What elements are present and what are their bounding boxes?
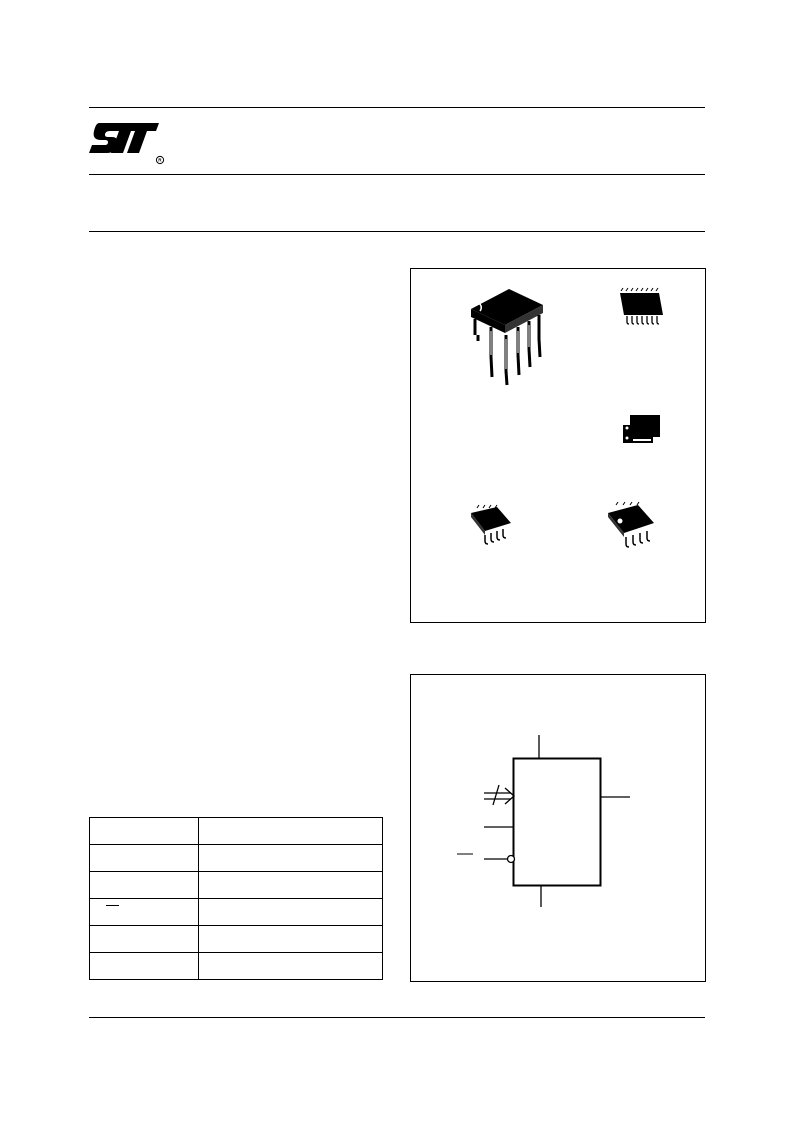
table-row xyxy=(90,953,383,980)
table-cell xyxy=(90,845,199,872)
chip-body xyxy=(514,759,601,886)
svg-text:R: R xyxy=(158,157,162,163)
table-row xyxy=(90,926,383,953)
table-cell xyxy=(199,926,383,953)
header-top-rule xyxy=(89,107,705,108)
table-row xyxy=(90,845,383,872)
table-cell xyxy=(199,818,383,845)
table-cell xyxy=(199,872,383,899)
tssop8-package-icon xyxy=(617,281,667,331)
table-row xyxy=(90,872,383,899)
footer-rule xyxy=(89,1017,705,1018)
logic-diagram xyxy=(411,675,705,981)
so8w-package-icon xyxy=(606,497,662,553)
table-cell-wc xyxy=(90,899,199,926)
table-cell xyxy=(90,872,199,899)
packages-box xyxy=(410,268,706,623)
table-cell xyxy=(199,845,383,872)
ufdfpn8-package-icon xyxy=(619,411,665,451)
title-bottom-rule xyxy=(89,231,705,232)
table-row xyxy=(90,899,383,926)
table-header-row xyxy=(90,818,383,845)
st-logo xyxy=(89,120,165,165)
wc-overbar xyxy=(106,905,119,906)
address-bus-arrow xyxy=(484,785,514,805)
table-cell xyxy=(90,926,199,953)
wc-inversion-bubble xyxy=(508,856,515,863)
table-cell xyxy=(199,953,383,980)
table-cell xyxy=(90,818,199,845)
signal-names-table xyxy=(89,817,383,980)
dip8-package-icon xyxy=(461,277,561,389)
so8-package-icon xyxy=(469,501,519,551)
header-bottom-rule xyxy=(89,174,705,175)
table-cell xyxy=(90,953,199,980)
logic-diagram-box xyxy=(410,674,706,982)
table-cell xyxy=(199,899,383,926)
